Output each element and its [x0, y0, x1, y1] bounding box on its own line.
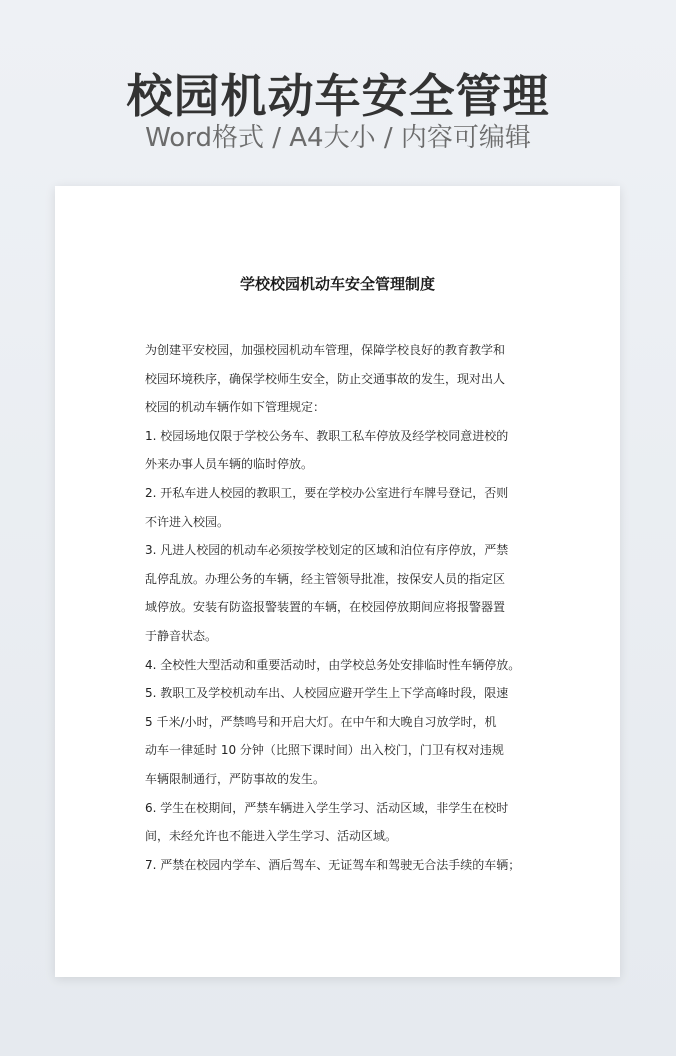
banner-title: 校园机动车安全管理 [126, 69, 550, 123]
document-title: 学校校园机动车安全管理制度 [239, 275, 435, 293]
document-line: 为创建平安校园，加强校园机动车管理，保障学校良好的教育教学和 [145, 343, 506, 357]
document-line: 7. 严禁在校园内学车、酒后驾车、无证驾车和驾驶无合法手续的车辆； [145, 857, 521, 872]
document-line: 外来办事人员车辆的临时停放。 [145, 457, 314, 472]
document-line: 校园环境秩序，确保学校师生安全，防止交通事故的发生，现对出人 [145, 371, 506, 386]
document-line: 动车一律延时 10 分钟（比照下课时间）出入校门，门卫有权对违规 [145, 743, 504, 758]
document-line: 不许进入校园。 [145, 514, 230, 529]
document-line: 校园的机动车辆作如下管理规定： [145, 400, 326, 415]
document-line: 车辆限制通行，严防事故的发生。 [145, 771, 326, 786]
document-line: 2. 开私车进人校园的教职工，要在学校办公室进行车牌号登记，否则 [145, 485, 509, 500]
document-line: 5 千米/小时，严禁鸣号和开启大灯。在中午和大晚自习放学时，机 [145, 714, 497, 729]
document-line: 3. 凡进人校园的机动车必须按学校划定的区域和泊位有序停放，严禁 [145, 543, 509, 558]
document-line: 域停放。安装有防盗报警装置的车辆，在校园停放期间应将报警器置 [145, 600, 506, 615]
document-line: 1. 校园场地仅限于学校公务车、教职工私车停放及经学校同意进校的 [145, 428, 509, 443]
document-line: 间，未经允许也不能进入学生学习、活动区域。 [145, 829, 398, 844]
document-line: 乱停乱放。办理公务的车辆，经主管领导批准，按保安人员的指定区 [145, 571, 506, 586]
document-body [145, 336, 537, 879]
banner-subtitle: Word格式 / A4大小 / 内容可编辑 [145, 123, 531, 153]
document-line: 4. 全校性大型活动和重要活动时，由学校总务处安排临时性车辆停放。 [145, 657, 521, 672]
document-page [55, 186, 620, 977]
document-line: 6. 学生在校期间，严禁车辆进入学生学习、活动区域，非学生在校时 [145, 800, 509, 815]
document-line: 5. 教职工及学校机动车出、人校园应避开学生上下学高峰时段，限速 [145, 686, 509, 701]
document-line: 于静音状态。 [145, 628, 218, 643]
